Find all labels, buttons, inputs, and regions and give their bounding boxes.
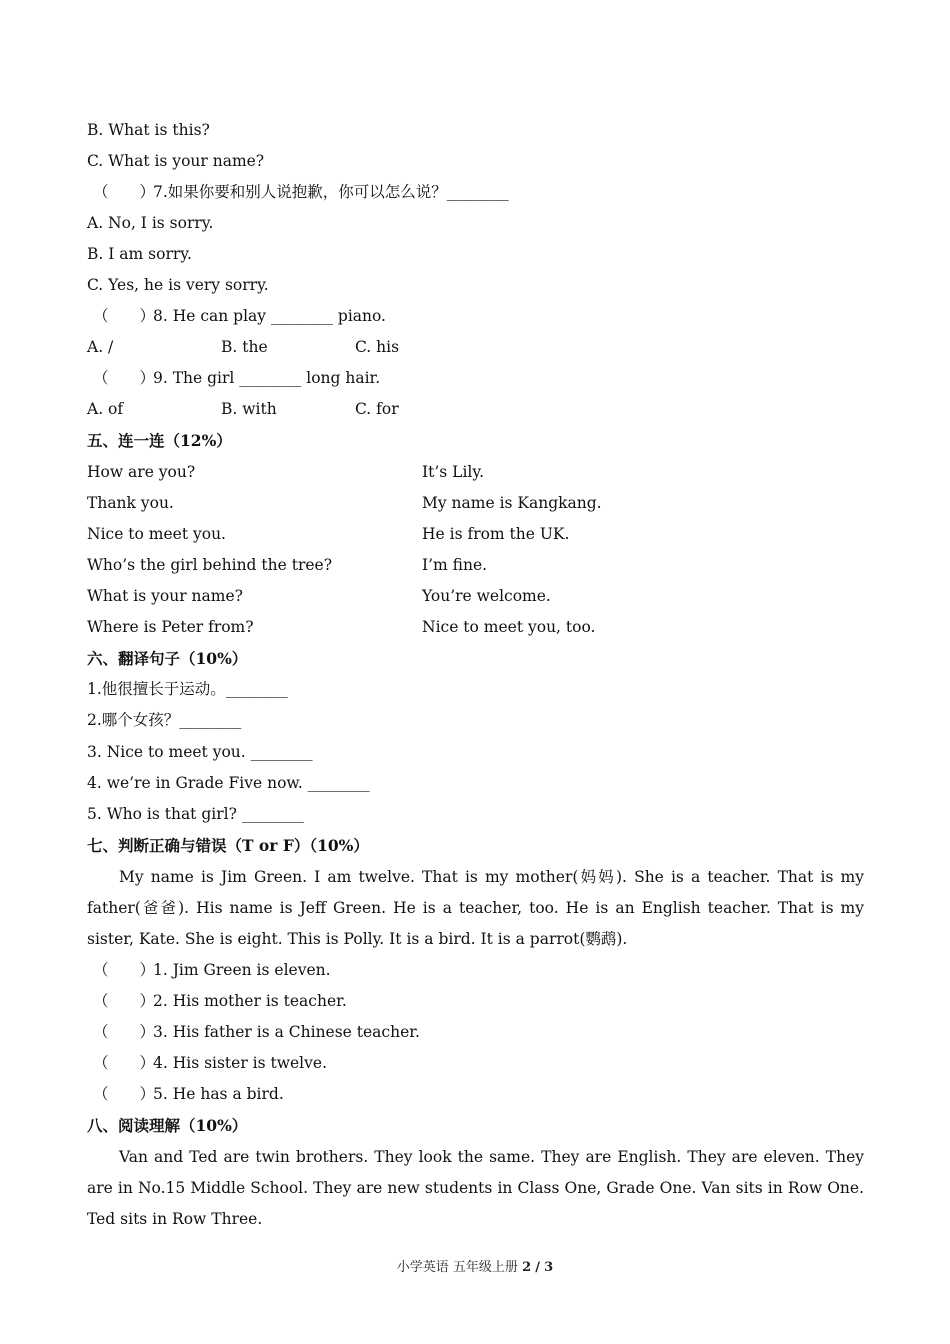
q7-option-a: A. No, I is sorry.: [87, 214, 214, 232]
true-false-statement: 5. He has a bird.: [153, 1085, 284, 1103]
true-false-item: [87, 1017, 864, 1048]
match-row: [87, 457, 864, 488]
q7-text: 7.如果你要和别人说抱歉，你可以怎么说？________: [153, 183, 509, 201]
match-right-item: My name is Kangkang.: [422, 494, 602, 512]
q9-question: [87, 363, 864, 394]
match-row: [87, 550, 864, 581]
footer-label: 小学英语 五年级上册: [396, 1260, 518, 1275]
translate-item: 2.哪个女孩？________: [87, 711, 242, 729]
q9-option-b: B. with: [221, 400, 277, 418]
section-8-heading: 八、阅读理解（10%）: [87, 1116, 248, 1135]
answer-parenthesis: （ ）: [93, 369, 156, 387]
answer-parenthesis: （ ）: [93, 1085, 156, 1103]
match-right-item: Nice to meet you, too.: [422, 618, 596, 636]
q7-option-c: C. Yes, he is very sorry.: [87, 276, 269, 294]
true-false-statement: 3. His father is a Chinese teacher.: [153, 1023, 420, 1041]
page-footer: [0, 1256, 950, 1275]
answer-parenthesis: （ ）: [93, 1054, 156, 1072]
section-8-passage: Van and Ted are twin brothers. They look the same. They are English. They are eleven. They are in No.15 Middle School. They are new students in Class One, Grade One. Van sits in Row One. Ted sits in Row Three.: [87, 1148, 864, 1228]
match-right-item: You’re welcome.: [422, 587, 551, 605]
match-left-item: Nice to meet you.: [87, 525, 226, 543]
section-5-heading: 五、连一连（12%）: [87, 431, 232, 450]
match-row: [87, 488, 864, 519]
q6-option-b: B. What is this?: [87, 121, 210, 139]
q6-option-c: C. What is your name?: [87, 152, 265, 170]
page-total: 3: [544, 1260, 554, 1275]
answer-parenthesis: （ ）: [93, 961, 156, 979]
answer-parenthesis: （ ）: [93, 183, 156, 201]
match-right-item: I’m fine.: [422, 556, 488, 574]
true-false-item: [87, 986, 864, 1017]
match-right-item: He is from the UK.: [422, 525, 570, 543]
true-false-statement: 4. His sister is twelve.: [153, 1054, 327, 1072]
section-7-heading: 七、判断正确与错误（T or F）（10%）: [87, 836, 369, 855]
translate-item: 1.他很擅长于运动。________: [87, 680, 288, 698]
section-7-passage: My name is Jim Green. I am twelve. That is my mother(妈妈). She is a teacher. That is my father(爸爸). His name is Jeff Green. He is a teacher, too. He is an English teacher. That is my sister, Kate. She is eight. This is Polly. It is a bird. It is a parrot(鹦鹉).: [87, 868, 864, 948]
answer-parenthesis: （ ）: [93, 1023, 156, 1041]
match-left-item: Thank you.: [87, 494, 174, 512]
match-left-item: What is your name?: [87, 587, 243, 605]
true-false-item: [87, 1079, 864, 1110]
q8-options: [87, 332, 864, 363]
q8-option-b: B. the: [221, 338, 268, 356]
translate-item: 5. Who is that girl? ________: [87, 805, 304, 823]
q8-option-c: C. his: [355, 338, 400, 356]
q7-question: [87, 177, 864, 208]
match-row: [87, 612, 864, 643]
q9-options: [87, 394, 864, 425]
q9-option-c: C. for: [355, 400, 399, 418]
q7-option-b: B. I am sorry.: [87, 245, 192, 263]
q9-option-a: A. of: [87, 400, 124, 418]
match-right-item: It’s Lily.: [422, 463, 484, 481]
true-false-item: [87, 1048, 864, 1079]
section-6-heading: 六、翻译句子（10%）: [87, 649, 248, 668]
true-false-item: [87, 955, 864, 986]
page-separator: /: [535, 1260, 541, 1275]
q8-option-a: A. /: [87, 338, 114, 356]
q9-text: 9. The girl ________ long hair.: [153, 369, 381, 387]
match-row: [87, 581, 864, 612]
answer-parenthesis: （ ）: [93, 307, 156, 325]
translate-item: 3. Nice to meet you. ________: [87, 743, 313, 761]
match-row: [87, 519, 864, 550]
match-left-item: How are you?: [87, 463, 196, 481]
true-false-statement: 2. His mother is teacher.: [153, 992, 347, 1010]
page-number: 2: [522, 1260, 532, 1275]
q8-text: 8. He can play ________ piano.: [153, 307, 386, 325]
match-left-item: Who’s the girl behind the tree?: [87, 556, 333, 574]
true-false-statement: 1. Jim Green is eleven.: [153, 961, 331, 979]
match-left-item: Where is Peter from?: [87, 618, 254, 636]
answer-parenthesis: （ ）: [93, 992, 156, 1010]
translate-item: 4. we’re in Grade Five now. ________: [87, 774, 370, 792]
q8-question: [87, 301, 864, 332]
